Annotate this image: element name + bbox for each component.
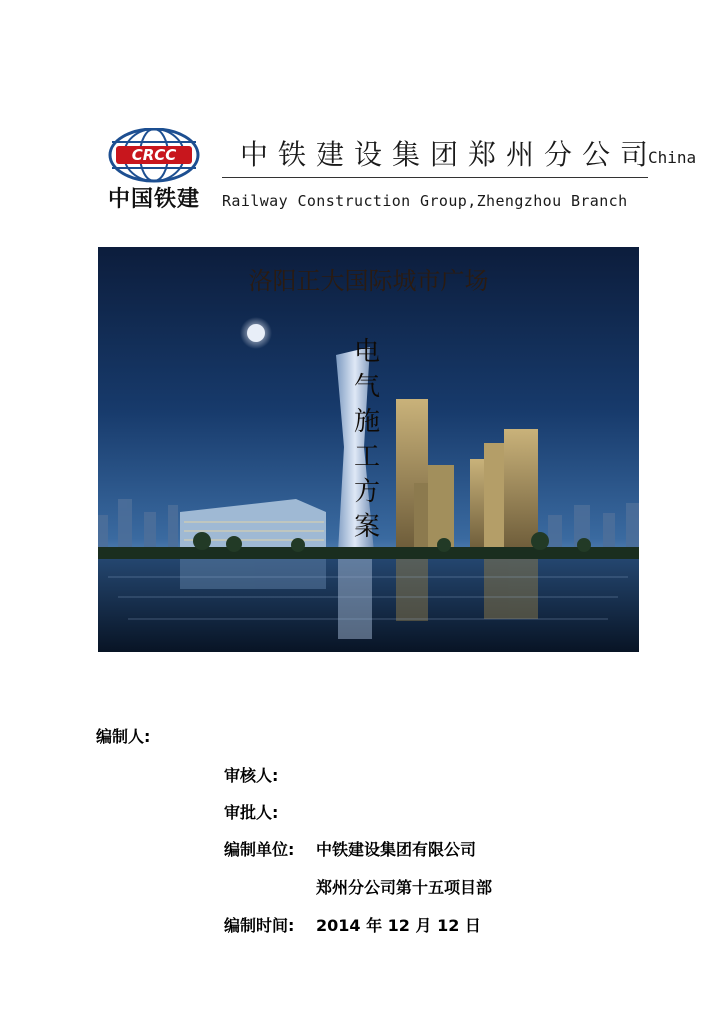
- project-title: 洛阳正大国际城市广场: [248, 267, 489, 295]
- reviewer-label: 审核人:: [224, 766, 279, 785]
- cover-image: [98, 247, 639, 652]
- approver-label: 审批人:: [224, 803, 279, 822]
- company-name-en: Railway Construction Group,Zhengzhou Branch: [222, 192, 628, 210]
- crcc-logo: [96, 128, 212, 212]
- unit-value-line2: 郑州分公司第十五项目部: [316, 878, 493, 897]
- header-divider: [222, 177, 648, 178]
- logo-text: 中国铁建: [107, 187, 200, 212]
- logo-badge-text: CRCC: [131, 146, 177, 164]
- globe-logo-icon: [104, 128, 204, 184]
- date-label: 编制时间:: [224, 916, 295, 935]
- unit-label: 编制单位:: [224, 840, 295, 859]
- document-title: 电气施工方案: [353, 337, 380, 542]
- company-name-cn: 中铁建设集团郑州分公司: [240, 138, 659, 171]
- compiler-label: 编制人:: [96, 727, 151, 746]
- company-name-en-prefix: China: [648, 148, 697, 167]
- date-value: 2014 年 12 月 12 日: [316, 916, 481, 935]
- unit-value: 中铁建设集团有限公司: [316, 840, 477, 859]
